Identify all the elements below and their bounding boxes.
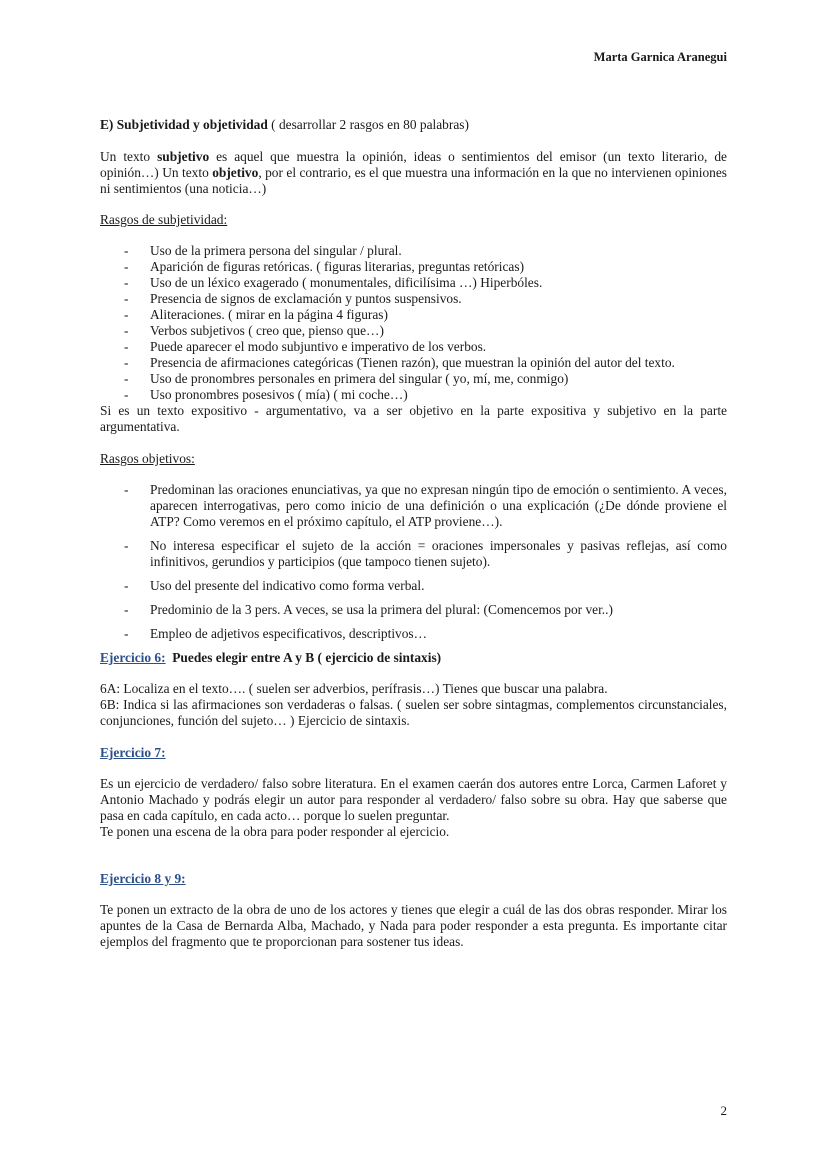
list-item bbox=[100, 275, 727, 291]
list-item bbox=[100, 307, 727, 323]
list-item bbox=[100, 538, 727, 570]
list-item bbox=[100, 291, 727, 307]
exercise-8-9-heading bbox=[100, 871, 727, 887]
objective-list bbox=[100, 482, 727, 642]
objective-heading: Rasgos objetivos: bbox=[100, 451, 195, 466]
list-item-text: Empleo de adjetivos especificativos, descriptivos… bbox=[150, 626, 428, 641]
exercise-7-heading bbox=[100, 745, 727, 761]
exercise-6-title: Puedes elegir entre A y B ( ejercicio de sintaxis) bbox=[165, 650, 442, 665]
dash-bullet: - bbox=[124, 602, 129, 617]
intro-term-objetivo: objetivo bbox=[212, 165, 259, 180]
dash-bullet: - bbox=[124, 387, 129, 402]
list-item bbox=[100, 578, 727, 594]
list-item bbox=[100, 387, 727, 403]
subjective-heading: Rasgos de subjetividad: bbox=[100, 212, 228, 227]
dash-bullet: - bbox=[124, 339, 129, 354]
exercise-8-9-paragraph: Te ponen un extracto de la obra de uno de los actores y tienes que elegir a cuál de las dos obras responder. Mirar los apuntes de la Casa de Bernarda Alba, Machado, y Nada para poder responder a esta pregunta. Es importante citar ejemplos del fragmento que te proporcionan para sostener tus ideas. bbox=[100, 902, 727, 949]
intro-text-3: , por el contrario, es el que muestra una información en la que no intervienen opiniones ni sentimientos (una noticia…) bbox=[100, 165, 727, 196]
intro-text-1: Un texto bbox=[100, 149, 158, 164]
dash-bullet: - bbox=[124, 482, 129, 497]
list-item-text: Predominio de la 3 pers. A veces, se usa la primera del plural: (Comencemos por ver..) bbox=[150, 602, 613, 617]
section-title bbox=[100, 117, 727, 133]
list-item-text: No interesa especificar el sujeto de la acción = oraciones impersonales y pasivas reflejas, así como infinitivos, gerundios y participios (que tampoco tienen sujeto). bbox=[150, 538, 727, 569]
list-item-text: Uso de un léxico exagerado ( monumentales, dificilísima …) Hiperbóles. bbox=[150, 275, 543, 290]
exercise-6-link[interactable]: Ejercicio 6: bbox=[100, 650, 166, 665]
list-item-text: Presencia de afirmaciones categóricas (Tienen razón), que muestran la opinión del autor del texto. bbox=[150, 355, 675, 370]
page-content bbox=[100, 117, 727, 966]
list-item-text: Uso del presente del indicativo como forma verbal. bbox=[150, 578, 425, 593]
list-item-text: Uso pronombres posesivos ( mía) ( mi coche…) bbox=[150, 387, 408, 402]
section-title-note: ( desarrollar 2 rasgos en 80 palabras) bbox=[267, 117, 469, 132]
list-item bbox=[100, 482, 727, 530]
intro-text-2: es aquel que muestra la opinión, ideas o sentimientos del emisor (un texto literario, de opinión…) Un texto bbox=[100, 149, 727, 180]
exercise-6-heading bbox=[100, 650, 727, 666]
exercise-6b-text: 6B: Indica si las afirmaciones son verdaderas o falsas. ( suelen ser sobre sintagmas, complementos circunstanciales, conjunciones, función del sujeto… ) Ejercicio de sintaxis. bbox=[100, 697, 727, 728]
list-item-text: Aliteraciones. ( mirar en la página 4 figuras) bbox=[150, 307, 388, 322]
dash-bullet: - bbox=[124, 243, 129, 258]
list-item bbox=[100, 259, 727, 275]
list-item bbox=[100, 323, 727, 339]
list-item bbox=[100, 371, 727, 387]
intro-paragraph bbox=[100, 149, 727, 197]
list-item bbox=[100, 339, 727, 355]
subjective-list bbox=[100, 243, 727, 403]
dash-bullet: - bbox=[124, 538, 129, 553]
dash-bullet: - bbox=[124, 291, 129, 306]
list-item-text: Puede aparecer el modo subjuntivo e imperativo de los verbos. bbox=[150, 339, 487, 354]
exercise-6a-text: 6A: Localiza en el texto…. ( suelen ser adverbios, perífrasis…) Tienes que buscar una palabra. bbox=[100, 681, 608, 696]
dash-bullet: - bbox=[124, 355, 129, 370]
list-item bbox=[100, 243, 727, 259]
dash-bullet: - bbox=[124, 307, 129, 322]
exercise-7-paragraph: Es un ejercicio de verdadero/ falso sobre literatura. En el examen caerán dos autores entre Lorca, Carmen Laforet y Antonio Machado y podrás elegir un autor para responder al verdadero/ falso sobre su obra. Hay que saberse que pasa en cada capítulo, en cada acto… porque lo suelen preguntar. bbox=[100, 776, 727, 823]
page-number: 2 bbox=[720, 1103, 727, 1118]
list-item-text: Uso de la primera persona del singular / plural. bbox=[150, 243, 402, 258]
exercise-8-9-link[interactable]: Ejercicio 8 y 9: bbox=[100, 871, 186, 886]
list-item-text: Presencia de signos de exclamación y puntos suspensivos. bbox=[150, 291, 462, 306]
section-title-bold: E) Subjetividad y objetividad bbox=[100, 117, 268, 132]
dash-bullet: - bbox=[124, 275, 129, 290]
exercise-6-body bbox=[100, 681, 727, 729]
list-item bbox=[100, 602, 727, 618]
dash-bullet: - bbox=[124, 323, 129, 338]
list-item-text: Predominan las oraciones enunciativas, ya que no expresan ningún tipo de emoción o sentimiento. A veces, aparecen interrogativas, pero como inicio de una definición o una explicación (¿De dónde proviene el ATP? Como veremos en el próximo capítulo, el ATP proviene…). bbox=[150, 482, 727, 529]
exercise-7-body bbox=[100, 776, 727, 840]
dash-bullet: - bbox=[124, 371, 129, 386]
exercise-8-9-body bbox=[100, 902, 727, 950]
list-item bbox=[100, 626, 727, 642]
list-item-text: Verbos subjetivos ( creo que, pienso que…) bbox=[150, 323, 384, 338]
list-item-text: Aparición de figuras retóricas. ( figuras literarias, preguntas retóricas) bbox=[150, 259, 525, 274]
exercise-7-note: Te ponen una escena de la obra para poder responder al ejercicio. bbox=[100, 824, 450, 839]
list-item-text: Uso de pronombres personales en primera del singular ( yo, mí, me, conmigo) bbox=[150, 371, 569, 386]
header-author: Marta Garnica Aranegui bbox=[593, 50, 727, 64]
list-item bbox=[100, 355, 727, 371]
intro-term-subjetivo: subjetivo bbox=[157, 149, 210, 164]
dash-bullet: - bbox=[124, 626, 129, 641]
exercise-7-link[interactable]: Ejercicio 7: bbox=[100, 745, 166, 760]
dash-bullet: - bbox=[124, 259, 129, 274]
mixed-text-note: Si es un texto expositivo - argumentativo, va a ser objetivo en la parte expositiva y subjetivo en la parte argumentativa. bbox=[100, 403, 727, 434]
dash-bullet: - bbox=[124, 578, 129, 593]
